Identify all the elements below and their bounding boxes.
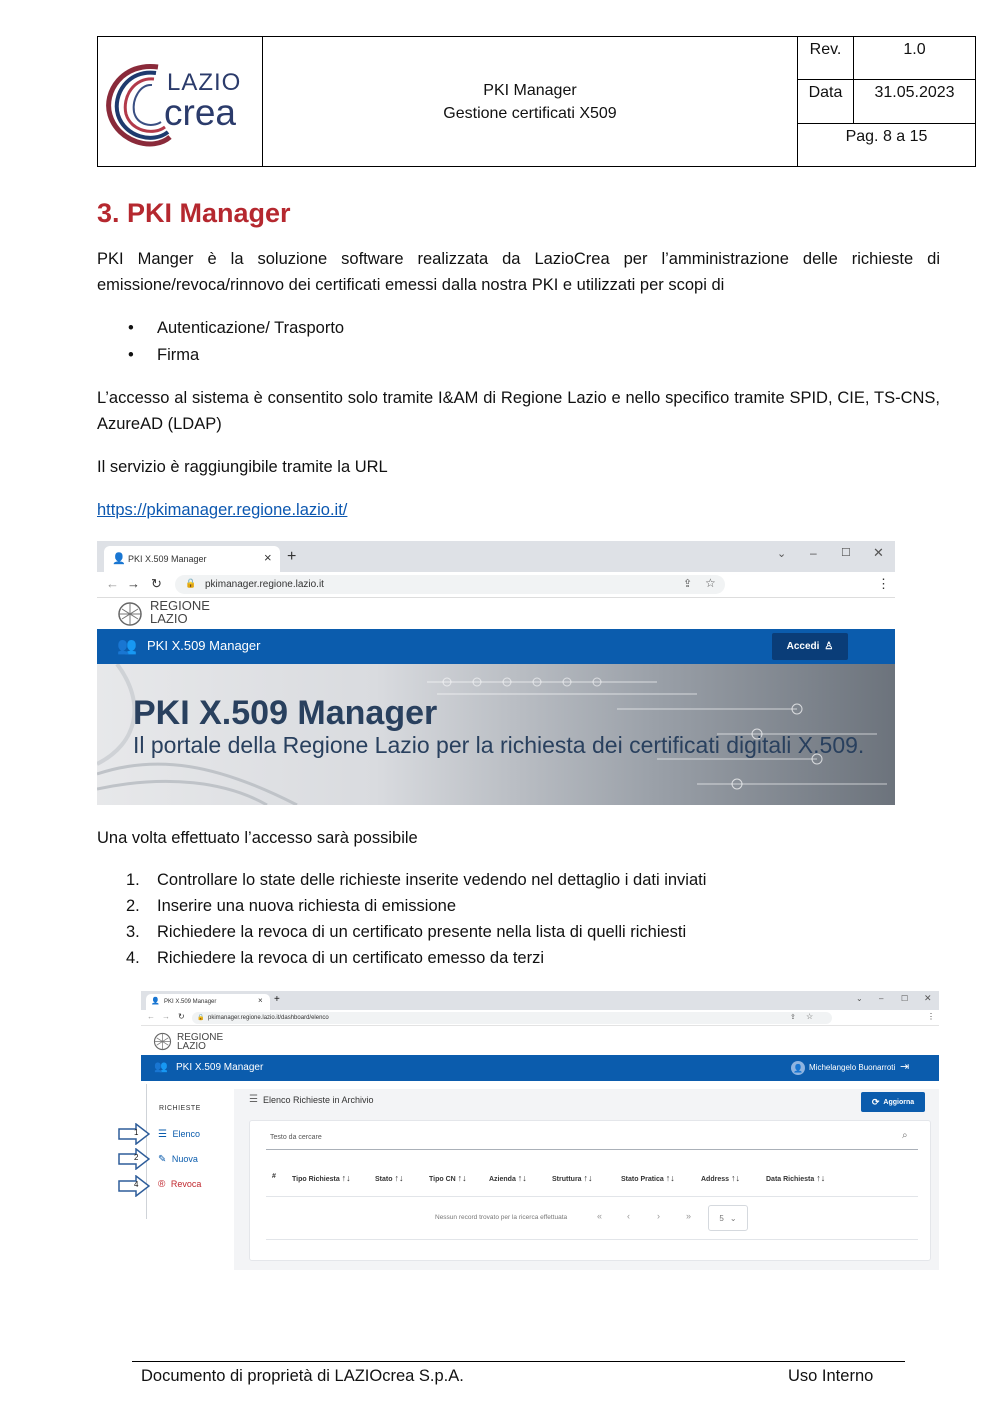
region-emblem-icon xyxy=(117,601,143,627)
pager-next[interactable]: › xyxy=(657,1211,660,1221)
app-user-key-icon: 👥 xyxy=(117,638,137,655)
address-text: pkimanager.regione.lazio.it/dashboard/elenco xyxy=(208,1015,329,1021)
service-url-link[interactable]: https://pkimanager.regione.lazio.it/ xyxy=(97,501,348,519)
step-text: Richiedere la revoca di un certificato presente nella lista di quelli richiesti xyxy=(157,923,687,941)
tab-title: PKI X.509 Manager xyxy=(164,999,217,1005)
rev-value: 1.0 xyxy=(903,41,926,58)
refresh-icon: ⟳ xyxy=(871,1096,880,1107)
browser-toolbar xyxy=(97,572,895,598)
region-emblem-icon xyxy=(153,1032,172,1051)
document-meta xyxy=(798,37,975,166)
app-navbar xyxy=(141,1055,939,1081)
logo-crea-text: crea xyxy=(164,92,236,133)
window-close-icon[interactable]: ✕ xyxy=(873,545,884,560)
column-header[interactable]: Data Richiesta ↑↓ xyxy=(766,1173,826,1183)
sidebar-item-nuova[interactable] xyxy=(158,1154,198,1165)
app-navbar xyxy=(97,629,895,664)
browser-tab[interactable] xyxy=(104,546,280,572)
new-tab-icon[interactable]: + xyxy=(287,548,297,565)
hero-banner xyxy=(97,664,895,805)
date-value: 31.05.2023 xyxy=(874,84,955,101)
lock-icon: 🔒 xyxy=(185,578,197,588)
hero-subtitle: Il portale della Regione Lazio per la richiesta dei certificati digitali X.509. xyxy=(133,732,865,758)
logo-lazio-text: LAZIO xyxy=(167,69,242,96)
column-header[interactable]: Stato ↑↓ xyxy=(375,1173,404,1183)
callout-arrow xyxy=(118,1175,150,1197)
tab-title: PKI X.509 Manager xyxy=(128,554,207,564)
region-name-line2: LAZIO xyxy=(150,611,188,626)
bullet-item: • Autenticazione/ Trasporto xyxy=(128,319,345,337)
access-paragraph: L’accesso al sistema è consentito solo tramite I&AM di Regione Lazio e nello specifico tramite SPID, CIE, TS-CNS, AzureAD (LDAP) xyxy=(97,389,940,433)
search-input[interactable] xyxy=(266,1125,918,1150)
lock-icon: 🔒 xyxy=(197,1015,205,1021)
service-paragraph: Il servizio è raggiungibile tramite la URL xyxy=(97,458,388,476)
column-header[interactable]: Tipo Richiesta ↑↓ xyxy=(292,1173,351,1183)
dashboard-screenshot xyxy=(141,991,939,1270)
main-panel xyxy=(234,1089,939,1270)
address-text: pkimanager.regione.lazio.it xyxy=(205,579,324,590)
callout-number: 2 xyxy=(134,1153,139,1162)
step-item: 2. Inserire una nuova richiesta di emissione xyxy=(126,897,456,915)
share-icon[interactable]: ⇪ xyxy=(683,578,693,590)
rev-label: Rev. xyxy=(798,37,854,79)
pager-first[interactable]: « xyxy=(597,1211,603,1221)
callout-arrow xyxy=(118,1123,150,1145)
step-text: Inserire una nuova richiesta di emissione xyxy=(157,897,456,915)
sidebar-item-revoca[interactable] xyxy=(158,1179,201,1190)
browser-tab[interactable] xyxy=(146,994,270,1010)
step-text: Controllare lo state delle richieste inserite vedendo nel dettaglio i dati inviati xyxy=(157,871,707,889)
hero-title: PKI X.509 Manager xyxy=(133,694,438,732)
new-tab-icon[interactable]: + xyxy=(274,994,280,1005)
user-key-icon: 👤 xyxy=(112,553,126,565)
region-header xyxy=(141,1026,939,1055)
after-login-paragraph: Una volta effettuato l’accesso sarà possibile xyxy=(97,829,418,847)
pager-last[interactable]: » xyxy=(686,1211,692,1221)
title-line-2: Gestione certificati X509 xyxy=(443,104,617,122)
minimize-icon[interactable]: – xyxy=(879,994,884,1003)
revoke-icon: ® xyxy=(158,1179,166,1190)
reload-icon[interactable]: ↻ xyxy=(178,1012,185,1021)
browser-tab-bar xyxy=(141,991,939,1010)
results-card xyxy=(249,1120,931,1261)
page-size-select[interactable] xyxy=(708,1205,748,1231)
document-title xyxy=(263,37,798,166)
region-name-line2: LAZIO xyxy=(177,1041,206,1052)
sort-icon[interactable]: ↑↓ xyxy=(394,1173,404,1183)
app-brand[interactable]: PKI X.509 Manager xyxy=(176,1062,264,1073)
window-close-icon[interactable]: ✕ xyxy=(924,993,932,1003)
sort-icon[interactable]: ↑↓ xyxy=(457,1173,467,1183)
sort-icon[interactable]: ↑↓ xyxy=(730,1173,740,1183)
share-icon[interactable]: ⇪ xyxy=(790,1014,796,1021)
back-icon[interactable]: ← xyxy=(147,1012,155,1021)
callout-number: 4 xyxy=(134,1180,139,1189)
pager-prev[interactable]: ‹ xyxy=(627,1211,630,1221)
user-key-icon: 👤 xyxy=(151,998,160,1005)
maximize-icon[interactable]: ☐ xyxy=(901,994,909,1003)
step-item: 3. Richiedere la revoca di un certificato presente nella lista di quelli richiesti xyxy=(126,923,687,941)
step-item: 4. Richiedere la revoca di un certificato emesso da terzi xyxy=(126,949,545,967)
maximize-icon[interactable]: ☐ xyxy=(841,547,851,559)
address-bar[interactable] xyxy=(175,575,725,594)
search-icon[interactable]: ⌕ xyxy=(902,1130,908,1141)
bullet-item: • Firma xyxy=(128,346,200,364)
list-icon: ☰ xyxy=(158,1129,167,1140)
region-name-line1: REGIONE xyxy=(150,598,210,613)
sidebar-item-label: Revoca xyxy=(170,1179,202,1189)
app-brand[interactable]: PKI X.509 Manager xyxy=(147,638,261,653)
browser-tab-bar xyxy=(97,541,895,572)
sort-icon[interactable]: ↑↓ xyxy=(583,1173,593,1183)
region-name-line1: REGIONE xyxy=(177,1032,224,1043)
region-header xyxy=(97,598,895,629)
panel-title: Elenco Richieste in Archivio xyxy=(263,1095,374,1105)
forward-icon[interactable]: → xyxy=(127,576,140,591)
search-placeholder: Testo da cercare xyxy=(270,1134,322,1141)
sidebar-item-elenco[interactable] xyxy=(158,1129,200,1140)
refresh-button[interactable] xyxy=(861,1092,925,1112)
column-header[interactable]: Address ↑↓ xyxy=(701,1173,740,1183)
step-text: Richiedere la revoca di un certificato emesso da terzi xyxy=(157,949,545,967)
menu-dots-icon[interactable]: ⋮ xyxy=(877,576,890,591)
chevron-down-icon: ⌄ xyxy=(729,1213,737,1223)
minimize-icon[interactable]: – xyxy=(810,546,817,560)
step-item: 1. Controllare lo state delle richieste inserite vedendo nel dettaglio i dati inviati xyxy=(126,871,707,889)
column-header[interactable]: Tipo CN ↑↓ xyxy=(429,1173,467,1183)
document-header xyxy=(97,36,976,167)
sort-icon[interactable]: ↑↓ xyxy=(816,1173,826,1183)
title-line-1: PKI Manager xyxy=(483,81,577,99)
list-title-icon: ☰ xyxy=(249,1094,258,1105)
edit-icon: ✎ xyxy=(158,1154,167,1165)
intro-paragraph: PKI Manger è la soluzione software realizzata da LazioCrea per l’amministrazione delle richieste di emissione/revoca/rinnovo dei certificati emessi dalla nostra PKI e utilizzati per scopi di xyxy=(97,250,940,294)
bullet-text: Autenticazione/ Trasporto xyxy=(157,319,345,337)
chevron-down-icon[interactable]: ⌄ xyxy=(777,548,787,560)
avatar[interactable]: 👤 xyxy=(791,1061,805,1075)
sidebar-item-label: Nuova xyxy=(171,1154,198,1164)
date-label: Data xyxy=(798,80,854,123)
menu-dots-icon[interactable]: ⋮ xyxy=(927,1012,935,1021)
sort-icon[interactable]: ↑↓ xyxy=(665,1173,675,1183)
section-heading: 3. PKI Manager xyxy=(97,198,291,228)
logout-icon[interactable]: ⇥ xyxy=(900,1061,910,1073)
footer-rule xyxy=(132,1361,905,1362)
login-button-label: Accedi xyxy=(786,641,820,652)
page-number: Pag. 8 a 15 xyxy=(845,128,928,145)
column-header[interactable]: Azienda ↑↓ xyxy=(489,1173,527,1183)
page-size-value: 5 xyxy=(719,1213,724,1223)
reload-icon[interactable]: ↻ xyxy=(151,576,162,591)
footer-owner: Documento di proprietà di LAZIOcrea S.p.A. xyxy=(141,1367,464,1385)
sidebar-title: RICHIESTE xyxy=(159,1105,201,1112)
address-bar[interactable] xyxy=(192,1012,832,1024)
close-icon[interactable]: × xyxy=(264,550,272,565)
table-footer-divider xyxy=(266,1239,918,1240)
callout-number: 1 xyxy=(134,1128,139,1137)
refresh-label: Aggiorna xyxy=(883,1098,915,1106)
chevron-down-icon[interactable]: ⌄ xyxy=(856,994,863,1003)
footer-classification: Uso Interno xyxy=(788,1367,874,1385)
table-divider xyxy=(266,1196,918,1197)
sidebar-item-label: Elenco xyxy=(172,1129,201,1139)
person-icon: ♙ xyxy=(824,641,834,652)
sort-icon[interactable]: ↑↓ xyxy=(517,1173,527,1183)
login-button[interactable] xyxy=(772,633,848,660)
back-icon[interactable]: ← xyxy=(106,576,119,591)
column-header-index: # xyxy=(272,1173,276,1180)
star-icon[interactable]: ☆ xyxy=(705,576,716,590)
sort-icon[interactable]: ↑↓ xyxy=(341,1173,351,1183)
login-page-screenshot xyxy=(97,541,895,805)
column-header[interactable]: Struttura ↑↓ xyxy=(552,1173,593,1183)
close-icon[interactable]: × xyxy=(258,996,263,1005)
user-name[interactable]: Michelangelo Buonarroti xyxy=(809,1063,896,1072)
laziocrea-logo xyxy=(98,37,263,166)
app-user-key-icon: 👥 xyxy=(154,1061,168,1073)
empty-message: Nessun record trovato per la ricerca effettuata xyxy=(435,1214,568,1221)
bullet-text: Firma xyxy=(157,346,200,364)
star-icon[interactable]: ☆ xyxy=(806,1012,814,1021)
forward-icon[interactable]: → xyxy=(162,1012,170,1021)
browser-toolbar xyxy=(141,1010,939,1026)
column-header[interactable]: Stato Pratica ↑↓ xyxy=(621,1173,675,1183)
callout-arrow xyxy=(118,1148,150,1170)
